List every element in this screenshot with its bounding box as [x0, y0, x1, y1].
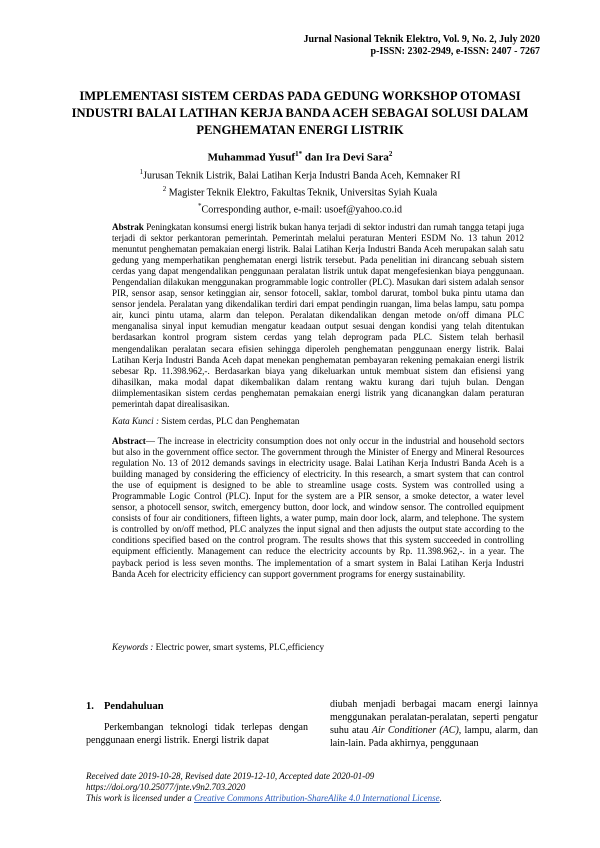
- keywords-label: Keywords :: [112, 642, 154, 652]
- author-2: Ira Devi Sara: [325, 151, 389, 164]
- left-column: [86, 700, 308, 747]
- affiliation-2-sup: 2: [162, 184, 167, 193]
- intro-right-part-2: , lampu, alarm, dan lain-lain. Pada akhirnya, penggunaan: [330, 725, 539, 749]
- corresponding-text: Corresponding author, e-mail: usoef@yahoo.co.id: [201, 203, 402, 215]
- author-connector: dan: [302, 151, 326, 164]
- intro-right-italic: Air Conditioner (AC): [371, 725, 459, 736]
- affiliation-1-sup: 1: [139, 168, 144, 176]
- author-1-sup: 1*: [295, 150, 303, 158]
- intro-paragraph-left: Perkembangan teknologi tidak terlepas dengan penggunaan energi listrik. Energi listrik dapat: [86, 722, 308, 746]
- journal-header: [303, 34, 540, 58]
- section-number: 1.: [86, 701, 94, 712]
- abstract-text: — The increase in electricity consumption does not only occur in the industrial and household sectors but also in the government office sector. The government through the Minister of Energy and Mineral Resources regulation No. 13 of 2012 demands savings in electricity usage. Balai Latihan Kerja Industri Banda Aceh is a building managed by considering the efficiency of electricity. In this research, a smart system that can control the use of equipment is designed to be able to streamline usage costs. System was controlled using a Programmable Logic Control (PLC). Input for the system are a PIR sensor, a smoke detector, a water level sensor, a photocell sensor, switch, emergency button, door lock, and window sensor. The controlled equipment consists of four air conditioners, fifteen lights, a water pump, main door lock, alarm, and telephone. The system is controlled by on/off method, PLC analyzes the input signal and then adjusts the output state according to the conditions specified based on the control program. The results shows that this system succeeded in controlling equipment efficiently. Management can reduce the electricity accounts by Rp. 11.398.962,-. in a year. The payback period is less seven months. The implementation of a smart system in Balai Latihan Kerja Industri Banda Aceh for electricity efficiency can support government programs for energy sustainability.: [112, 436, 524, 579]
- intro-right-part-1: diubah menjadi berbagai macam energi lainnya menggunakan peralatan-peralatan, seperti pengatur suhu atau: [330, 699, 538, 736]
- license-link[interactable]: Creative Commons Attribution-ShareAlike 4.0 International License: [194, 793, 440, 803]
- corresponding-author: [60, 200, 540, 217]
- issn-line: p-ISSN: 2302-2949, e-ISSN: 2407 - 7267: [370, 46, 540, 57]
- abstrak-text: Peningkatan konsumsi energi listrik bukan hanya terjadi di sektor industri dan rumah tangga tetapi juga terjadi di sektor perkantoran pemerintah. Pemerintah melalui peraturan Menteri ESDM No. 13 tahun 2012 menuntut penghematan pemakaian energi listrik. Balai Latihan Kerja Industri Banda Aceh merupakan salah satu gedung yang memperhatikan penghematan energi listrik tersebut. Pada penelitian ini dirancang sebuah sistem cerdas yang dapat mengendalikan penggunaan peralatan listrik untuk dapat mengefesienkan biaya penggunaan. Pengendalian dilakukan menggunakan programmable logic controller (PLC). Masukan dari sistem adalah sensor PIR, sensor asap, sensor ketinggian air, sensor fotocell, saklar, tombol darurat, tombol buka pintu utama dan sensor jendela. Peralatan yang dikendalikan terdiri dari empat pendingin ruangan, lima belas lampu, satu pompa air, kunci pintu utama, alarm dan telepon. Peralatan dikendalikan dengan metode on/off dimana PLC menganalisa sinyal input kemudian mengatur keadaan output sesuai dengan kondisi yang telah ditentukan berdasarkan kontrol program sistem cerdas yang telah deprogram pada PLC. Sistem telah berhasil mengendalikan peralatan secara efisien sehingga diperoleh penghematan penggunaan energy listrik. Balai Latihan Kerja Industri Banda Aceh dapat menekan penghematan pembayaran rekening pemakaian energi listrik sebesar Rp. 11.398.962,-. Berdasarkan biaya yang dikeluarkan untuk membuat sistem dan efisiensi yang dihasilkan, maka modal dapat dikembalikan dalam rentang waktu kurang dari tujuh bulan. Dengan diimplementasikan sistem cerdas penghematan pemakaian energi listrik yang dicanangkan dalam peraturan pemerintah dapat direalisasikan.: [112, 222, 524, 409]
- footer: [86, 771, 442, 804]
- affiliation-2: [60, 183, 540, 200]
- kata-kunci-text: Sistem cerdas, PLC dan Penghematan: [158, 416, 300, 426]
- affiliation-2-text: Magister Teknik Elektro, Fakultas Teknik, Universitas Syiah Kuala: [166, 187, 438, 199]
- section-heading: [86, 700, 308, 713]
- kata-kunci-label: Kata Kunci :: [112, 416, 159, 426]
- footer-dates: Received date 2019-10-28, Revised date 2019-12-10, Accepted date 2020-01-09: [86, 771, 375, 781]
- author-1: Muhammad Yusuf: [207, 151, 296, 164]
- license-suffix: .: [439, 793, 442, 803]
- keywords-text: Electric power, smart systems, PLC,efficiency: [153, 642, 325, 652]
- paper-title: IMPLEMENTASI SISTEM CERDAS PADA GEDUNG WORKSHOP OTOMASI INDUSTRI BALAI LATIHAN KERJA BANDA ACEH SEBAGAI SOLUSI DALAM PENGHEMATAN ENERGI LISTRIK: [71, 89, 529, 137]
- abstract-label: Abstract: [112, 436, 146, 446]
- corresponding-sup: *: [198, 201, 202, 210]
- affiliation-1-text: Jurusan Teknik Listrik, Balai Latihan Kerja Industri Banda Aceh, Kemnaker RI: [143, 170, 461, 182]
- keywords: [112, 642, 324, 652]
- footer-doi[interactable]: https://doi.org/10.25077/jnte.v9n2.703.2020: [86, 782, 246, 792]
- footer-license: [86, 793, 442, 804]
- kata-kunci: [112, 416, 299, 426]
- right-column: [330, 698, 538, 750]
- affiliation-1: [60, 166, 540, 183]
- abstrak-block: [112, 222, 524, 410]
- author-2-sup: 2: [388, 150, 393, 158]
- license-prefix: This work is licensed under a: [86, 793, 194, 803]
- journal-citation: Jurnal Nasional Teknik Elektro, Vol. 9, No. 2, July 2020: [303, 34, 540, 45]
- abstract-block: [112, 436, 524, 580]
- affiliations: [60, 166, 540, 216]
- author-line: [60, 150, 540, 164]
- abstrak-label: Abstrak: [112, 222, 144, 232]
- intro-paragraph-right: [330, 698, 538, 750]
- section-title: Pendahuluan: [104, 701, 164, 712]
